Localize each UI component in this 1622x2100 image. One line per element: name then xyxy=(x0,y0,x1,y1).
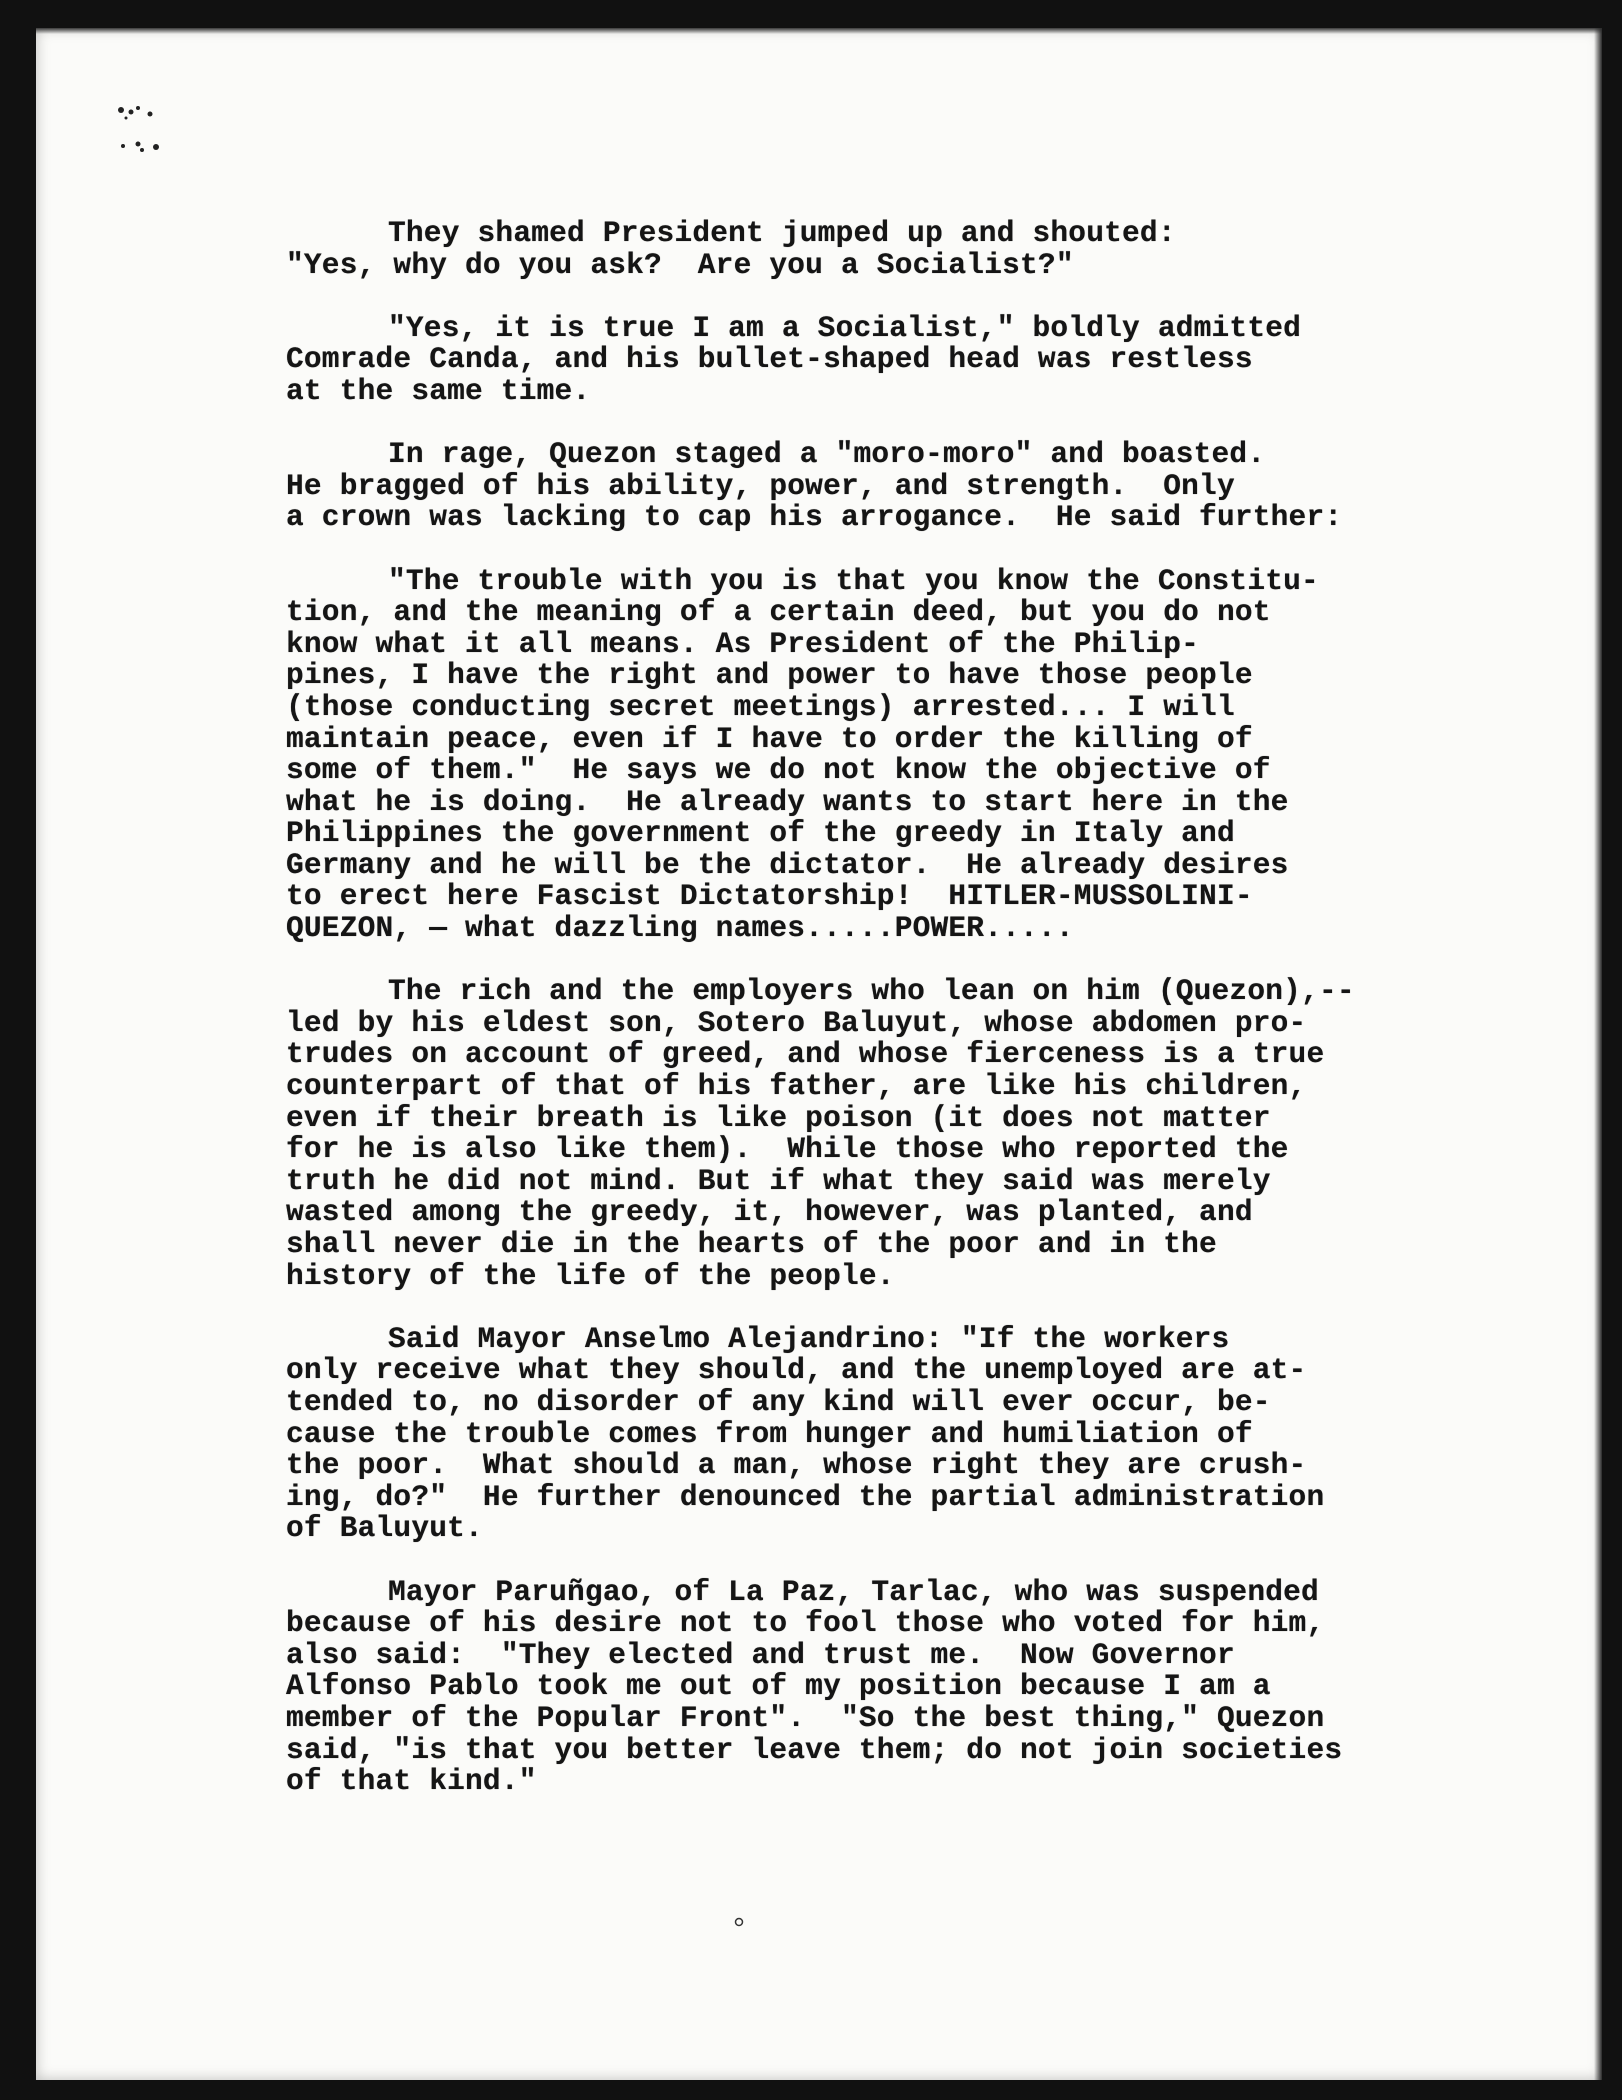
text-line: Alfonso Pablo took me out of my position because I am a xyxy=(286,1669,1271,1704)
text-line: also said: "They elected and trust me. Now Governor xyxy=(286,1637,1235,1672)
corner-specks-mark xyxy=(76,68,186,188)
paragraph-7 xyxy=(286,1574,1466,1799)
text-line: cause the trouble comes from hunger and humiliation of xyxy=(286,1416,1253,1451)
text-line: "Yes, it is true I am a Socialist," boldly admitted xyxy=(388,310,1302,345)
paragraph-5 xyxy=(286,976,1466,1292)
text-line: even if their breath is like poison (it does not matter xyxy=(286,1100,1271,1135)
text-line: some of them." He says we do not know the objective of xyxy=(286,753,1271,788)
text-line: to erect here Fascist Dictatorship! HITLER-MUSSOLINI- xyxy=(286,879,1253,914)
text-line: Comrade Canda, and his bullet-shaped head was restless xyxy=(286,342,1253,377)
text-line: maintain peace, even if I have to order the killing of xyxy=(286,721,1253,756)
text-line: "The trouble with you is that you know the Constitu- xyxy=(388,563,1319,598)
text-line: In rage, Quezon staged a "moro-moro" and boasted. xyxy=(388,437,1266,472)
text-line: tended to, no disorder of any kind will ever occur, be- xyxy=(286,1384,1271,1419)
text-line: for he is also like them). While those who reported the xyxy=(286,1132,1289,1167)
text-line: truth he did not mind. But if what they said was merely xyxy=(286,1163,1271,1198)
text-line: They shamed President jumped up and shouted: xyxy=(388,216,1176,250)
paragraph-1 xyxy=(286,218,1466,281)
paragraph-4 xyxy=(286,563,1466,946)
text-line: history of the life of the people. xyxy=(286,1258,895,1293)
text-line: member of the Popular Front". "So the best thing," Quezon xyxy=(286,1700,1325,1735)
text-line: pines, I have the right and power to have those people xyxy=(286,658,1253,693)
page-edge-right xyxy=(1594,28,1602,2080)
text-line: of Baluyut. xyxy=(286,1511,483,1546)
text-line: ing, do?" He further denounced the partial administration xyxy=(286,1479,1325,1514)
text-line: Philippines the government of the greedy in Italy and xyxy=(286,816,1235,851)
text-line: trudes on account of greed, and whose fierceness is a true xyxy=(286,1037,1325,1072)
text-line: only receive what they should, and the unemployed are at- xyxy=(286,1353,1307,1388)
paragraph-6 xyxy=(286,1321,1466,1546)
text-line: The rich and the employers who lean on him (Quezon),-- xyxy=(388,974,1355,1009)
text-line: because of his desire not to fool those who voted for him, xyxy=(286,1606,1325,1641)
stray-mark xyxy=(731,1916,747,1928)
text-line: led by his eldest son, Sotero Baluyut, whose abdomen pro- xyxy=(286,1005,1307,1040)
text-line: said, "is that you better leave them; do not join societies xyxy=(286,1732,1343,1767)
text-line: shall never die in the hearts of the poor and in the xyxy=(286,1227,1217,1261)
document-body xyxy=(286,218,1466,1829)
text-line: Said Mayor Anselmo Alejandrino: "If the workers xyxy=(388,1321,1230,1356)
text-line: of that kind." xyxy=(286,1764,537,1799)
text-line: wasted among the greedy, it, however, was planted, and xyxy=(286,1195,1253,1230)
page-edge-top xyxy=(36,28,1602,34)
text-line: at the same time. xyxy=(286,373,591,408)
paragraph-3 xyxy=(286,439,1466,534)
text-line: counterpart of that of his father, are like his children, xyxy=(286,1069,1307,1104)
text-line: the poor. What should a man, whose right they are crush- xyxy=(286,1448,1307,1483)
text-line: a crown was lacking to cap his arrogance. He said further: xyxy=(286,500,1343,535)
text-line: Mayor Paruñgao, of La Paz, Tarlac, who was suspended xyxy=(388,1574,1319,1609)
text-line: He bragged of his ability, power, and strength. Only xyxy=(286,468,1235,503)
text-line: Germany and he will be the dictator. He already desires xyxy=(286,847,1289,882)
text-line: QUEZON, — what dazzling names.....POWER..... xyxy=(286,911,1074,946)
text-line: (those conducting secret meetings) arrested... I will xyxy=(286,689,1235,724)
text-line: "Yes, why do you ask? Are you a Socialist?" xyxy=(286,247,1074,282)
paragraph-2 xyxy=(286,310,1466,408)
text-line: know what it all means. As President of the Philip- xyxy=(286,626,1200,661)
text-line: what he is doing. He already wants to start here in the xyxy=(286,784,1289,819)
text-line: tion, and the meaning of a certain deed, but you do not xyxy=(286,595,1271,630)
